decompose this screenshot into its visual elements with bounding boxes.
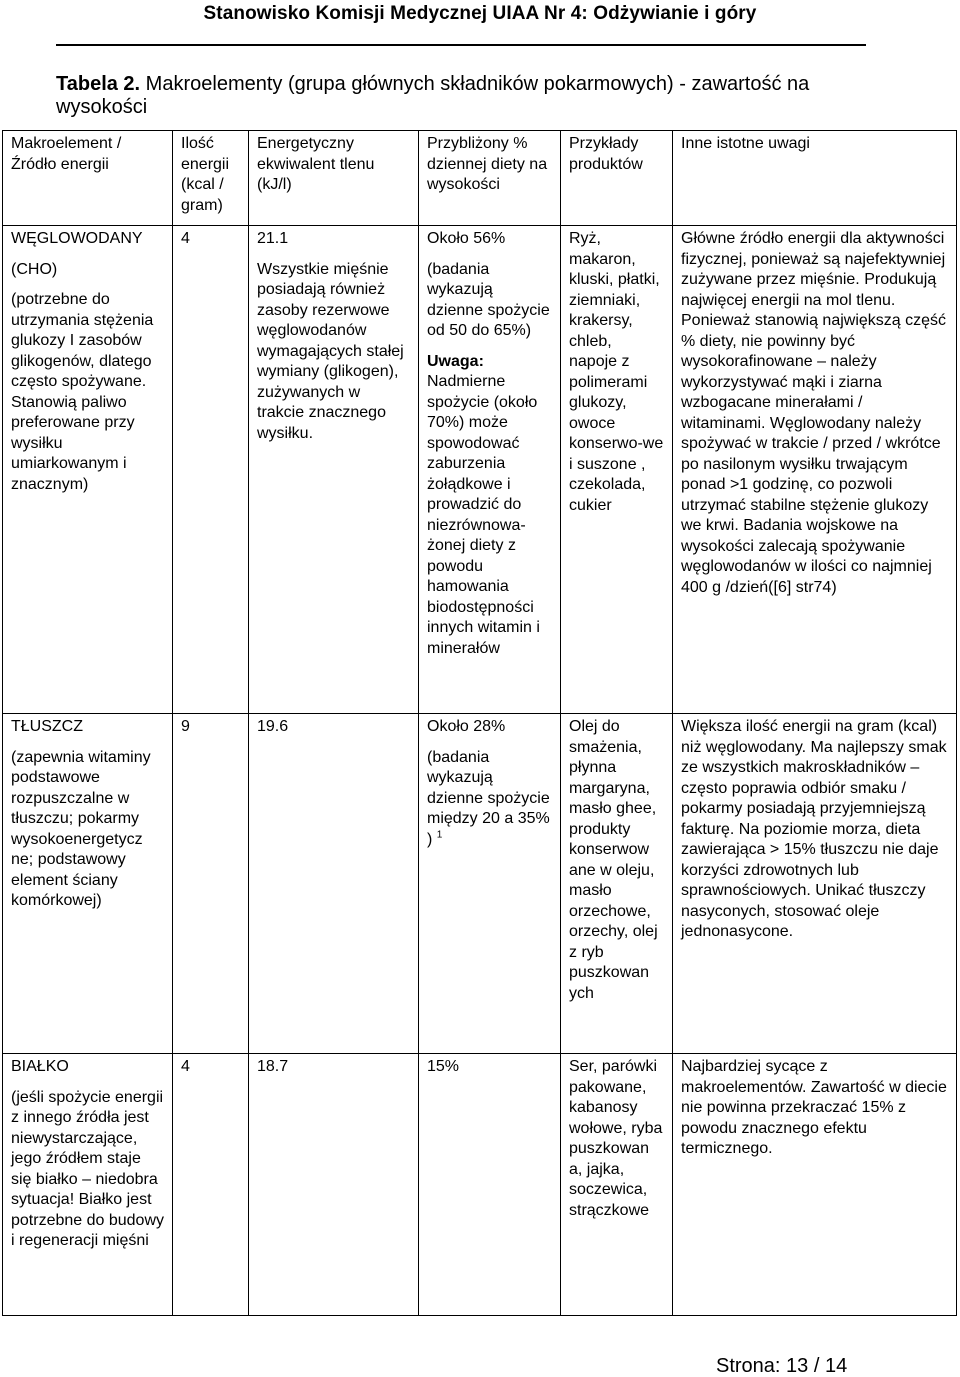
macronutrient-table bbox=[2, 130, 957, 1316]
warning bbox=[427, 352, 552, 660]
caption-label: Tabela 2. bbox=[56, 73, 141, 95]
table-row bbox=[3, 1054, 957, 1316]
notes-cell: Główne źródło energii dla aktywności fizycznej, ponieważ są najefektywniej zużywane przez mięśnie. Produkują najwięcej energii na mol tlenu. Ponieważ stanowią największą część % diety, nie powinny być wysokorafinowane – należy wykorzystywać mąki i ziarna wzbogacane minerałami / witaminami. Węglowodany należy spożywać w trakcie / przed / wkrótce po nasilonym wysiłku trwającym ponad >1 godzinę, co pozwoli utrzymać stabilne stężenie glukozy we krwi. Badania wojskowe na wysokości zalecają spożywanie węglowodanów w ilości co najmniej 400 g /dzień([6] str74) bbox=[673, 226, 957, 714]
footnote-ref: 1 bbox=[436, 829, 443, 841]
column-header: Przykłady produktów bbox=[561, 131, 673, 226]
column-header: Inne istotne uwagi bbox=[673, 131, 957, 226]
percent-value: Około 56% bbox=[427, 230, 506, 247]
oxygen-cell: 19.6 bbox=[249, 714, 419, 1054]
macro-abbr: (CHO) bbox=[11, 260, 58, 278]
percent-cell bbox=[419, 714, 561, 1054]
table-row bbox=[3, 714, 957, 1054]
oxygen-cell: 18.7 bbox=[249, 1054, 419, 1316]
products-cell: Olej do smażenia, płynna margaryna, masło ghee, produkty konserwow ane w oleju, masło orzechowe, orzechy, olej z ryb puszkowan ych bbox=[561, 714, 673, 1054]
products-cell: Ryż, makaron, kluski, płatki, ziemniaki, krakersy, chleb, napoje z polimerami glukozy, owoce konserwo-we i suszone , czekolada, cukier bbox=[561, 226, 673, 714]
macro-name: BIAŁKO bbox=[11, 1058, 69, 1075]
macro-cell bbox=[3, 714, 173, 1054]
table-row bbox=[3, 226, 957, 714]
macro-cell bbox=[3, 226, 173, 714]
column-header: Przybliżony % dziennej diety na wysokości bbox=[419, 131, 561, 226]
percent-note: (badania wykazują dzienne spożycie od 50 do 65%) bbox=[427, 260, 550, 339]
notes-cell: Większa ilość energii na gram (kcal) niż węglowodany. Ma najlepszy smak ze wszystkich makroskładników – często poprawia odbiór smaku / pokarmy posiadają przyjemniejszą fakturę. Na poziomie morza, dieta zawierająca > 15% tłuszczu nie daje korzyści zdrowotnych lub sprawnościowych. Unikać tłuszczy nasyconych, stosować oleje jednonasycone. bbox=[673, 714, 957, 1054]
kcal-cell: 4 bbox=[173, 226, 249, 714]
table-header-row bbox=[3, 131, 957, 226]
macro-desc: (jeśli spożycie energii z innego źródła jest niewystarczające, jego źródłem staje się białko – niedobra sytuacja! Białko jest potrzebne do budowy i regeneracji mięśni bbox=[11, 1088, 164, 1249]
caption-text: Makroelementy (grupa głównych składników pokarmowych) - zawartość na wysokości bbox=[56, 73, 810, 118]
warning-label: Uwaga: bbox=[427, 352, 484, 370]
macro-cell bbox=[3, 1054, 173, 1316]
macro-name: TŁUSZCZ bbox=[11, 718, 83, 735]
column-header: Ilość energii (kcal / gram) bbox=[173, 131, 249, 226]
percent-note: (badania wykazują dzienne spożycie między 20 a 35% ) $^1$ bbox=[427, 748, 550, 848]
macro-name: WĘGLOWODANY bbox=[11, 230, 143, 247]
kcal-cell: 9 bbox=[173, 714, 249, 1054]
page-header: Stanowisko Komisji Medycznej UIAA Nr 4: Odżywianie i góry bbox=[203, 3, 757, 24]
percent-cell bbox=[419, 226, 561, 714]
oxygen-note: Wszystkie mięśnie posiadają również zasoby rezerwowe węglowodanów wymagających stałej wymiany (glikogen), zużywanych w trakcie znacznego wysiłku. bbox=[257, 260, 404, 442]
macro-desc: (zapewnia witaminy podstawowe rozpuszczalne w tłuszczu; pokarmy wysokoenergetycz ne; podstawowy element ściany komórkowej) bbox=[11, 748, 151, 909]
column-header: Energetyczny ekwiwalent tlenu (kJ/l) bbox=[249, 131, 419, 226]
header-rule bbox=[56, 44, 866, 46]
column-header: Makroelement / Źródło energii bbox=[3, 131, 173, 226]
notes-cell: Najbardziej sycące z makroelementów. Zawartość w diecie nie powinna przekraczać 15% z powodu znacznego efektu termicznego. bbox=[673, 1054, 957, 1316]
macro-desc: (potrzebne do utrzymania stężenia glukozy I zasobów glikogenów, dlatego często spożywane. Stanowią paliwo preferowane przy wysiłku umiarkowanym i znacznym) bbox=[11, 291, 154, 493]
warning-text: Nadmierne spożycie (około 70%) może spowodować zaburzenia żołądkowe i prowadzić do niezrównowa-żonej diety z powodu hamowania biodostępności innych witamin i minerałów bbox=[427, 373, 540, 657]
table-caption bbox=[56, 73, 876, 119]
percent-value: Około 28% bbox=[427, 718, 506, 735]
page-number: Strona: 13 / 14 bbox=[716, 1355, 848, 1377]
percent-cell: 15% bbox=[419, 1054, 561, 1316]
oxygen-cell bbox=[249, 226, 419, 714]
products-cell: Ser, parówki pakowane, kabanosy wołowe, ryba puszkowan a, jajka, soczewica, strączkowe bbox=[561, 1054, 673, 1316]
oxygen-value: 21.1 bbox=[257, 230, 289, 247]
kcal-cell: 4 bbox=[173, 1054, 249, 1316]
